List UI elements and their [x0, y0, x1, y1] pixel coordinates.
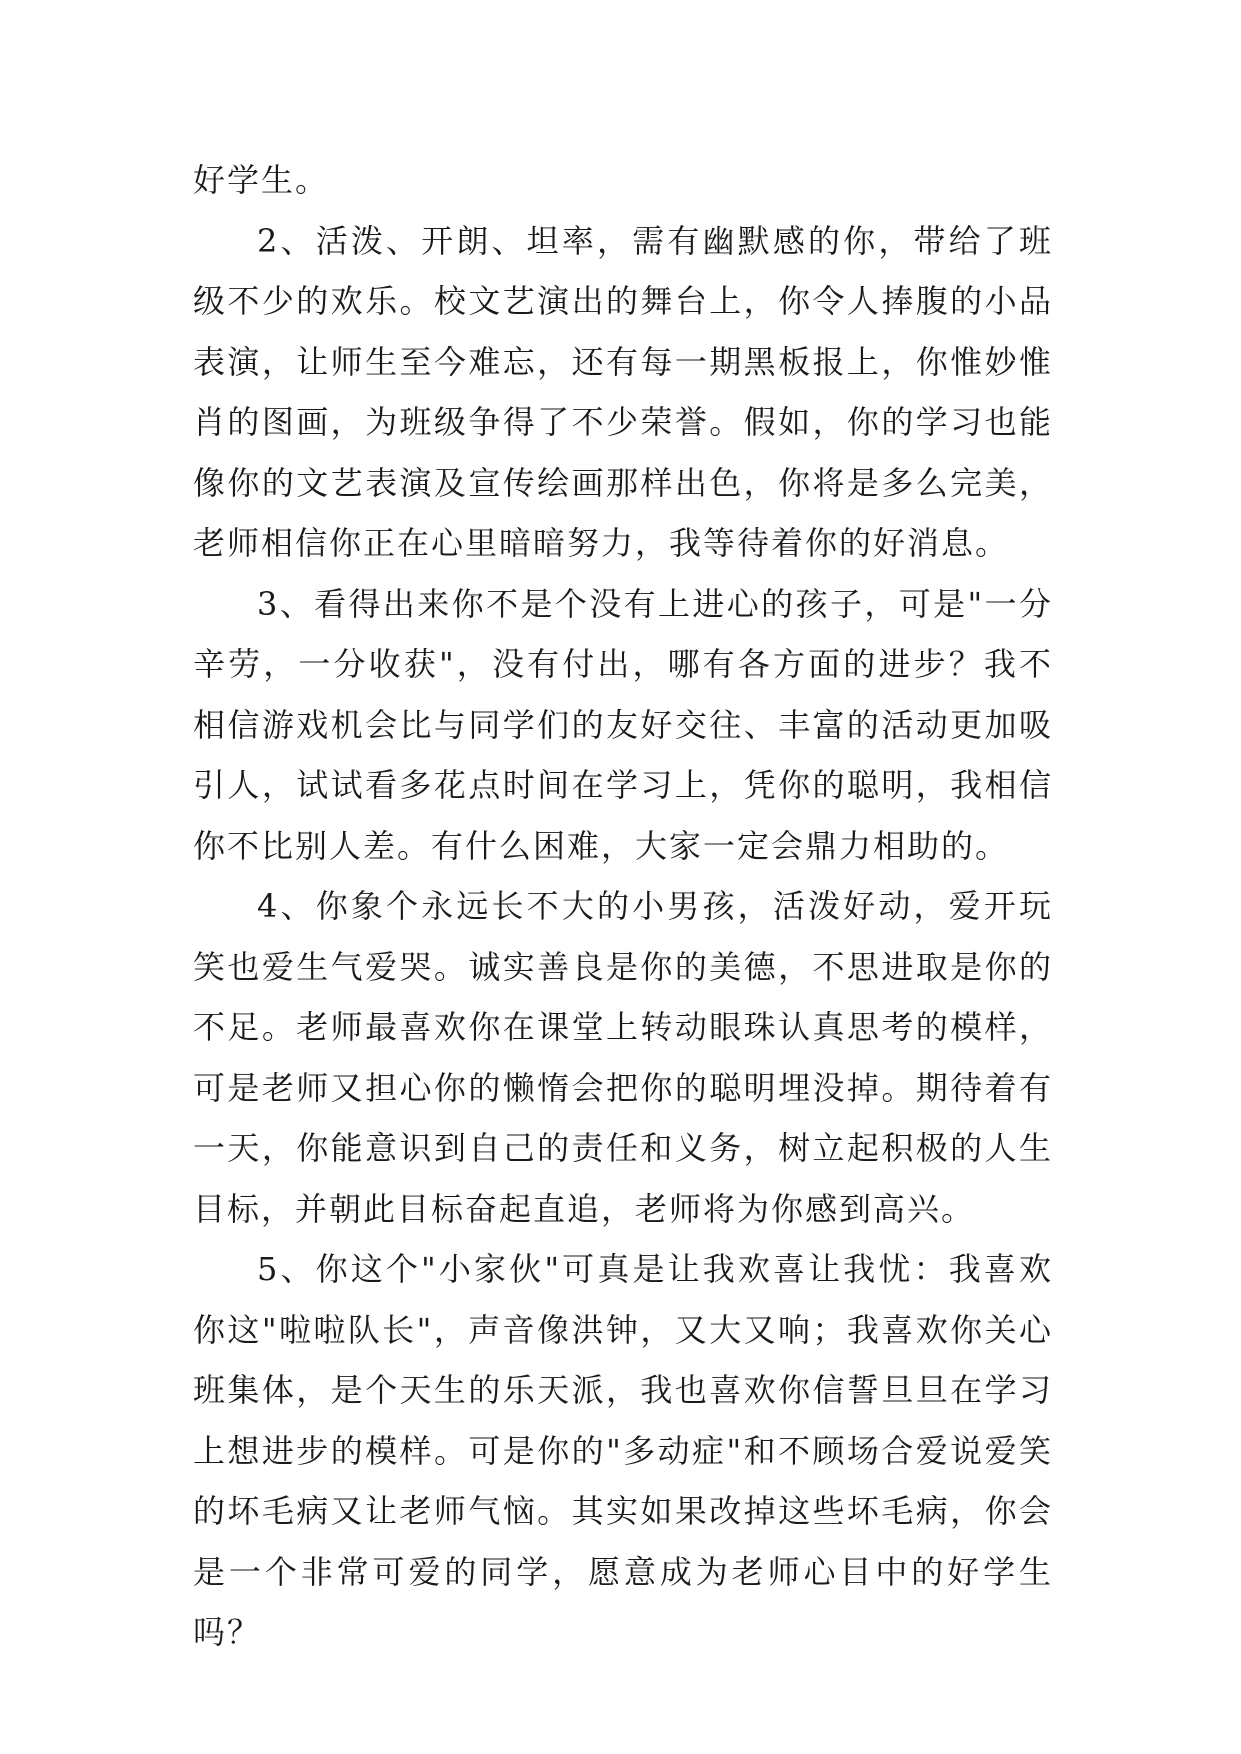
document-page [193, 150, 1053, 1663]
paragraph-comment-4: 4、你象个永远长不大的小男孩，活泼好动，爱开玩笑也爱生气爱哭。诚实善良是你的美德，不思进取是你的不足。老师最喜欢你在课堂上转动眼珠认真思考的模样，可是老师又担心你的懒惰会把你的聪明埋没掉。期待着有一天，你能意识到自己的责任和义务，树立起积极的人生目标，并朝此目标奋起直追，老师将为你感到高兴。 [193, 887, 1053, 1228]
paragraph-comment-5: 5、你这个"小家伙"可真是让我欢喜让我忧：我喜欢你这"啦啦队长"，声音像洪钟，又大又响；我喜欢你关心班集体，是个天生的乐天派，我也喜欢你信誓旦旦在学习上想进步的模样。可是你的"多动症"和不顾场合爱说爱笑的坏毛病又让老师气恼。其实如果改掉这些坏毛病，你会是一个非常可爱的同学，愿意成为老师心目中的好学生吗？ [193, 1250, 1053, 1651]
paragraph-comment-3: 3、看得出来你不是个没有上进心的孩子，可是"一分辛劳，一分收获"，没有付出，哪有各方面的进步？我不相信游戏机会比与同学们的友好交往、丰富的活动更加吸引人，试试看多花点时间在学习上，凭你的聪明，我相信你不比别人差。有什么困难，大家一定会鼎力相助的。 [193, 584, 1053, 865]
paragraph-continuation: 好学生。 [193, 161, 330, 199]
paragraph-comment-2: 2、活泼、开朗、坦率，需有幽默感的你，带给了班级不少的欢乐。校文艺演出的舞台上，你令人捧腹的小品表演，让师生至今难忘，还有每一期黑板报上，你惟妙惟肖的图画，为班级争得了不少荣誉。假如，你的学习也能像你的文艺表演及宣传绘画那样出色，你将是多么完美，老师相信你正在心里暗暗努力，我等待着你的好消息。 [193, 221, 1053, 562]
